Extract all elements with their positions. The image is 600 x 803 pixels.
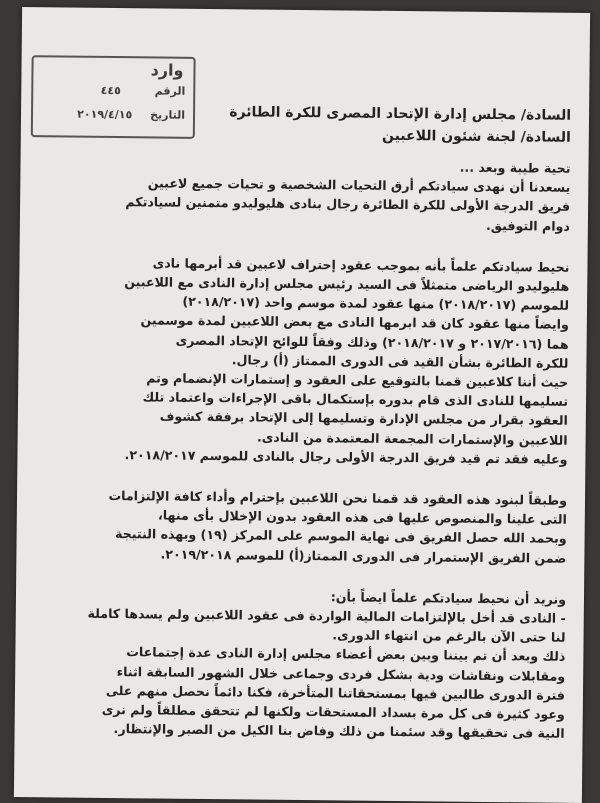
para1-line: نحيط سيادتكم علماً بأنه بموجب عقود إحتراف لاعبين قد أبرمها نادى [152,255,570,275]
header-line-2: السادة/ لجنة شئون اللاعبين [381,127,571,146]
scanned-letter-page [14,7,590,803]
para2-line: وطبقاً لبنود هذه العقود قد قمنا نحن اللاعبين بإحترام وأداء كافة الإلتزامات [108,488,568,508]
para3-line: لنا حتى الآن بالرغم من انتهاء الدورى. [332,627,566,646]
para2-line: ضمن الفريق الإستمرار فى الدورى الممتاز(أ) للموسم ٢٠١٩/٢٠١٨. [160,546,567,566]
para1-line: اللاعبين والإستمارات المجمعة المعتمدة من النادى. [256,429,568,448]
letter-body [35,99,572,743]
para1-line: وعليه فقد تم قيد فريق الدرجة الأولى رجال بالنادى للموسم ٢٠١٨/٢٠١٧. [124,446,568,467]
para3-line: - النادى قد أخل بالإلتزامات المالية الواردة فى عقود اللاعبين ولم يسدها كاملة [87,605,566,626]
intro-line: يسعدنا أن نهدى سيادتكم أرق التحيات الشخصية و تحيات جميع لاعبين [147,175,571,196]
stamp-date-value: ٢٠١٩/٤/١٥ [77,107,133,122]
para3-line: ونريد أن نحيط سيادتكم علماً ايضاً بأن: [330,589,567,607]
para2-line: وبحمد الله حصل الفريق فى نهاية الموسم على المركز (١٩) وبهذه النتيجة [114,526,567,547]
para1-line: وايضاً منها عقود كان قد ابرمها النادى مع بعض اللاعبين لمدة موسمين [140,312,569,333]
intro-line: دوام التوفيق. [485,217,570,234]
para1-line: للكرة الطائرة بشأن القيد فى الدورى الممتاز (أ) رجال. [231,352,569,371]
para2-line: التى علينا والمنصوص عليها فى هذه العقود بدون الإخلال بأى منها، [157,507,567,528]
para3-line: ذلك وبعد أن تم بيننا وبين بعض أعضاء مجلس إدارة النادى عدة إجتماعات [126,644,566,665]
intro-line: فريق الدرجة الأولى للكرة الطائرة رجال بنادى هليوليدو متمنين لسيادتكم [125,194,571,215]
para3-line: النية فى تحقيقها وقد سئمنا من ذلك وفاض بنا الكيل من الصبر والإنتظار. [113,721,565,742]
para1-line: هليوليدو الرياضى متمثلاً فى السيد رئيس مجلس إدارة النادى مع اللاعبين [124,274,570,294]
para1-line: تسليمها للنادى الذى قام بدوره بإستكمال باقى الإجراءات واعتماد تلك [142,389,569,410]
para1-line: حيث أننا كلاعبين قمنا بالتوقيع على العقود و إستمارات الإنضمام وتم [146,370,569,390]
para1-line: العقود بقرار من مجلس الإدارة وتسليمها إلى الإتحاد برفقة كشوف [159,408,568,429]
para3-line: وعود كثيرة فى كل مرة بسداد المستحقات ولكنها لم تتحقق مطلقاً ولم نرى [101,701,565,722]
stamp-number-value: ٤٤٥ [100,83,121,98]
stamp-date-label: التاريخ [150,108,186,122]
stamp-corner-word: وارد [150,60,184,80]
para1-line: للموسم (٢٠١٨/٢٠١٧) منها عقود لمدة موسم واحد (٢٠١٨/٢٠١٧) [182,293,570,314]
para3-line: ومقابلات ونقاشات ودية بشكل فردى وجماعى خلال الشهور السابقة اثناء [116,663,566,684]
greeting: تحية طيبة وبعد ... [459,159,571,176]
header-line-1: السادة/ مجلس إدارة الإتحاد المصرى للكرة الطائرة [229,104,572,124]
para1-line: هما (٢٠١٧/٢٠١٦ و ٢٠١٨/٢٠١٧) وذلك وفقاً للوائح الإتحاد المصرى [175,332,569,352]
para3-line: فترة الدورى طالبين فيها بمستحقاتنا المتأخرة، فكنا دائماً نحصل منهم على [105,682,566,703]
stamp-number-label: الرقم [154,84,186,98]
